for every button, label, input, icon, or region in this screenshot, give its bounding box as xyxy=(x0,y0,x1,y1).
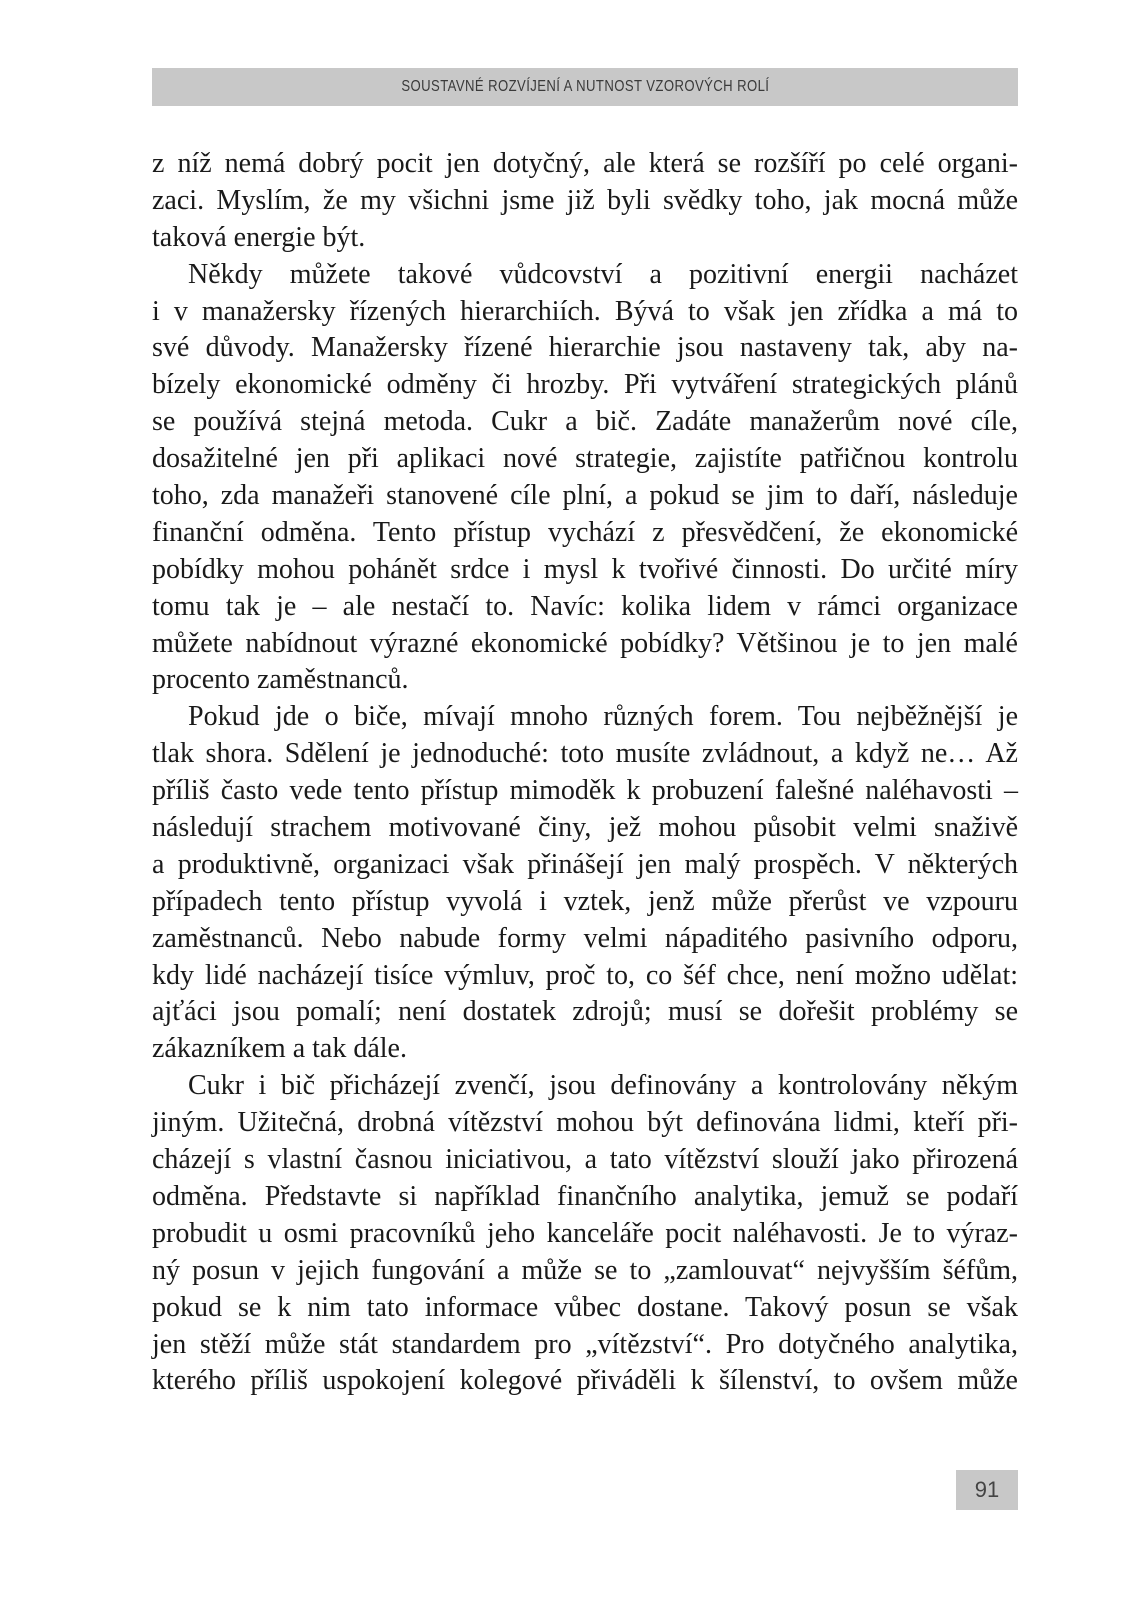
text-line: pobídky mohou pohánět srdce i mysl k tvořivé činnosti. Do určité míry xyxy=(152,553,1018,585)
text-line: případech tento přístup vyvolá i vztek, jenž může přerůst ve vzpouru xyxy=(152,885,1018,917)
running-header-title: SOUSTAVNÉ ROZVÍJENÍ A NUTNOST VZOROVÝCH ROLÍ xyxy=(401,78,769,95)
text-line: zákazníkem a tak dále. xyxy=(152,1033,407,1065)
text-line: odměna. Představte si například finančního analytika, jemuž se podaří xyxy=(152,1180,1018,1212)
text-line: probudit u osmi pracovníků jeho kanceláře pocit naléhavosti. Je to výraz- xyxy=(152,1217,1018,1249)
text-line: pokud se k nim tato informace vůbec dostane. Takový posun se však xyxy=(152,1291,1018,1323)
paragraph xyxy=(152,146,1018,257)
text-line: kterého příliš uspokojení kolegové přiváděli k šílenství, to ovšem může xyxy=(152,1365,1018,1397)
text-line: příliš často vede tento přístup mimoděk k probuzení falešné naléhavosti – xyxy=(152,775,1018,807)
text-line: toho, zda manažeři stanovené cíle plní, a pokud se jim to daří, následuje xyxy=(152,480,1018,512)
text-line: Někdy můžete takové vůdcovství a pozitivní energii nacházet xyxy=(188,258,1018,290)
text-line: bízely ekonomické odměny či hrozby. Při vytváření strategických plánů xyxy=(152,369,1018,401)
running-header xyxy=(152,68,1018,106)
text-line: své důvody. Manažersky řízené hierarchie jsou nastaveny tak, aby na- xyxy=(152,332,1018,364)
paragraph xyxy=(152,257,1018,700)
text-line: následují strachem motivované činy, jež mohou působit velmi snaživě xyxy=(152,812,1018,844)
text-line: dosažitelné jen při aplikaci nové strategie, zajistíte patřičnou kontrolu xyxy=(152,443,1018,475)
text-line: zaměstnanců. Nebo nabude formy velmi nápaditého pasivního odporu, xyxy=(152,922,1018,954)
text-line: ný posun v jejich fungování a může se to „zamlouvat“ nejvyšším šéfům, xyxy=(152,1254,1018,1286)
text-line: kdy lidé nacházejí tisíce výmluv, proč to, co šéf chce, není možno udělat: xyxy=(152,959,1018,991)
text-line: jiným. Užitečná, drobná vítězství mohou být definována lidmi, kteří při- xyxy=(152,1107,1018,1139)
text-line: taková energie být. xyxy=(152,221,366,253)
text-line: Cukr i bič přicházejí zvenčí, jsou definovány a kontrolovány někým xyxy=(188,1070,1018,1102)
page-number: 91 xyxy=(956,1470,1018,1510)
paragraph xyxy=(152,699,1018,1068)
text-line: z níž nemá dobrý pocit jen dotyčný, ale která se rozšíří po celé organi- xyxy=(152,148,1018,179)
text-line: tlak shora. Sdělení je jednoduché: toto musíte zvládnout, a když ne… Až xyxy=(152,738,1018,770)
text-line: Pokud jde o biče, mívají mnoho různých forem. Tou nejběžnější je xyxy=(188,701,1018,733)
text-line: tomu tak je – ale nestačí to. Navíc: kolika lidem v rámci organizace xyxy=(152,590,1018,622)
text-line: ajťáci jsou pomalí; není dostatek zdrojů; musí se dořešit problémy se xyxy=(152,996,1018,1028)
text-line: jen stěží může stát standardem pro „vítězství“. Pro dotyčného analytika, xyxy=(152,1328,1018,1360)
text-line: finanční odměna. Tento přístup vychází z přesvědčení, že ekonomické xyxy=(152,516,1018,548)
text-line: se používá stejná metoda. Cukr a bič. Zadáte manažerům nové cíle, xyxy=(152,406,1018,438)
text-line: cházejí s vlastní časnou iniciativou, a tato vítězství slouží jako přirozená xyxy=(152,1144,1018,1176)
text-line: i v manažersky řízených hierarchiích. Bývá to však jen zřídka a má to xyxy=(152,295,1018,327)
text-line: zaci. Myslím, že my všichni jsme již byli svědky toho, jak mocná může xyxy=(152,184,1018,216)
text-line: můžete nabídnout výrazné ekonomické pobídky? Většinou je to jen malé xyxy=(152,627,1018,659)
text-line: procento zaměstnanců. xyxy=(152,664,409,696)
paragraph xyxy=(152,1068,1018,1400)
body-text xyxy=(152,146,1018,1400)
text-line: a produktivně, organizaci však přinášejí jen malý prospěch. V některých xyxy=(152,848,1018,880)
